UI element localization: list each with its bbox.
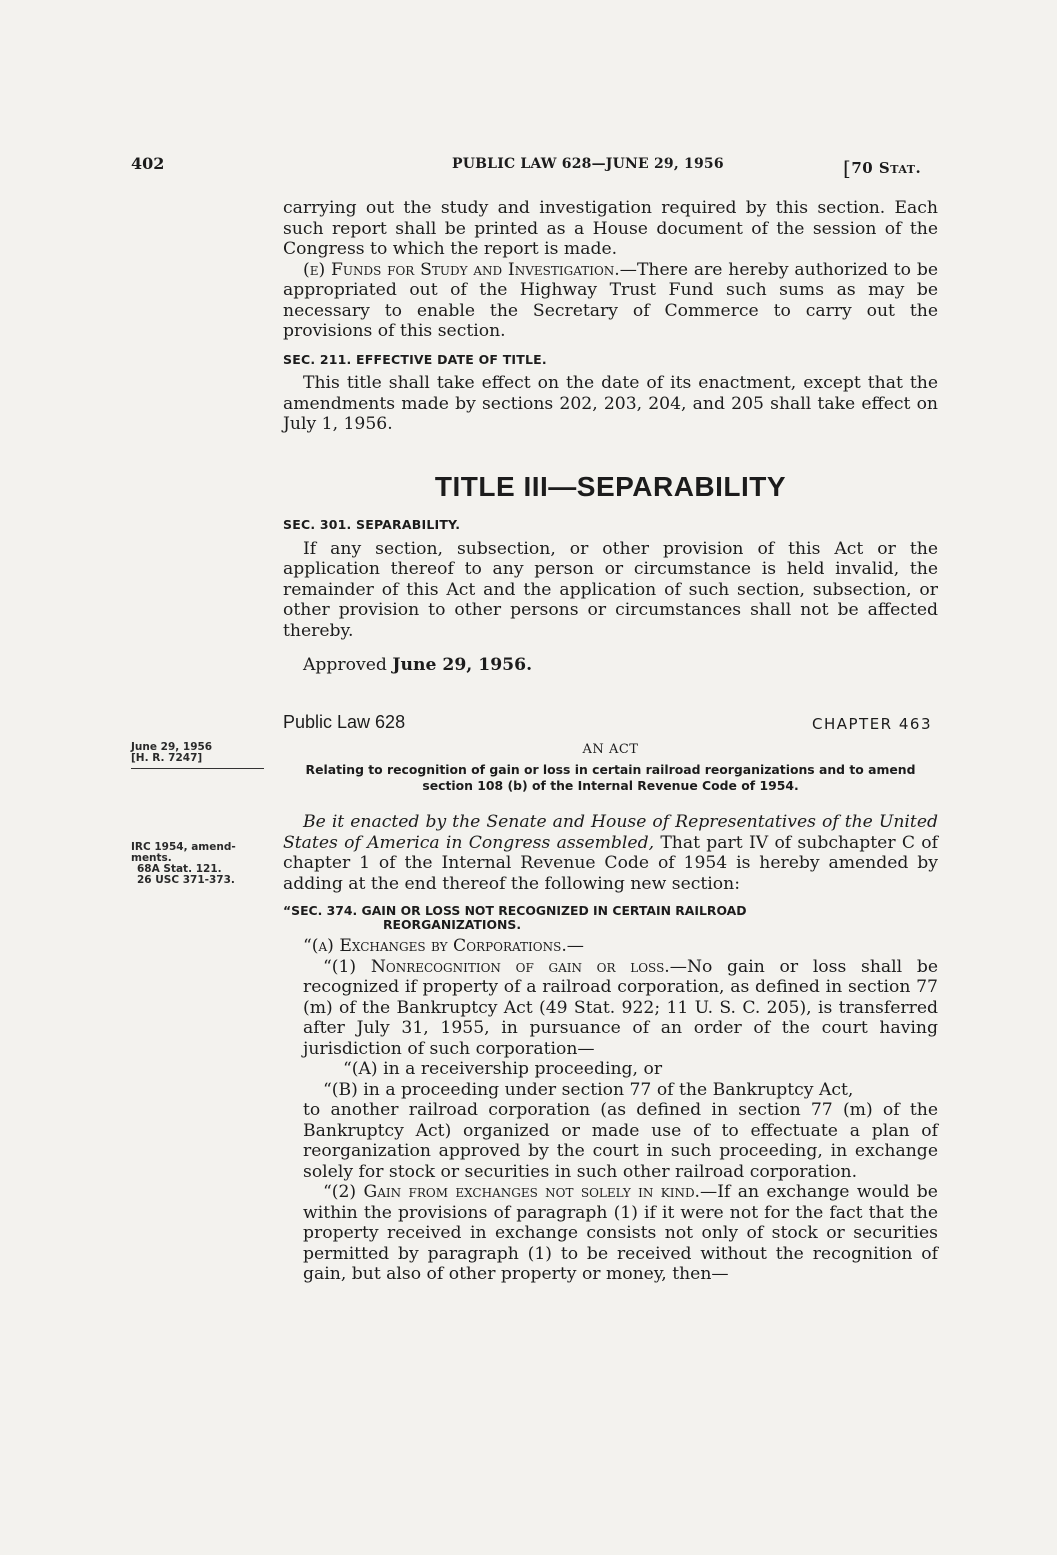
title-heading: TITLE III—SEPARABILITY (434, 470, 787, 502)
margin-note-line: June 29, 1956 (131, 741, 213, 753)
running-header (0, 154, 1057, 178)
paragraph: (e) Funds for Study and Investigation.—There are hereby authorized to be appropriated out of the Highway Trust Fund such sums as may be necessary to enable the Secretary of Commerce to carry out the provisions of this section. (283, 259, 938, 341)
section-heading: SEC. 301. SEPARABILITY. (283, 517, 461, 532)
margin-note-line: IRC 1954, amend- (131, 841, 236, 853)
statute-reference: [70 Stat. (843, 156, 922, 180)
paragraph: This title shall take effect on the date of its enactment, except that the amendments made by sections 202, 203, 204, and 205 shall take effect on July 1, 1956. (283, 373, 938, 434)
public-law-number: Public Law 628 (283, 711, 406, 732)
clause-B: “(B) in a proceeding under section 77 of the Bankruptcy Act, (323, 1079, 854, 1100)
approval-line: Approved June 29, 1956. (303, 655, 533, 675)
paragraph: If any section, subsection, or other provision of this Act or the application thereof to any person or circumstance is held invalid, the remainder of this Act and the application of such section, subsection, or other provision to other persons or circumstances shall not be affected thereby. (283, 538, 938, 641)
margin-note-line: ments. (131, 852, 172, 864)
paragraph: carrying out the study and investigation required by this section. Each such report shall be printed as a House document of the session of the Congress to which the report is made. (283, 198, 938, 259)
margin-note-date (131, 742, 261, 769)
margin-note-irc (131, 842, 279, 886)
enacting-clause: Be it enacted by the Senate and House of Representatives of the United States of America in Congress assembled, That part IV of subchapter C of chapter 1 of the Internal Revenue Code of 1954 is hereby amended by adding at the end thereof the following new section: (283, 812, 938, 894)
running-title: PUBLIC LAW 628—JUNE 29, 1956 (452, 156, 724, 172)
subsection-a: “(a) Exchanges by Corporations.— (303, 936, 584, 956)
margin-note-rule (131, 768, 264, 769)
an-act-label: AN ACT (582, 741, 639, 757)
page-number: 402 (131, 154, 165, 173)
paragraph-a1: “(1) Nonrecognition of gain or loss.—No gain or loss shall be recognized if property of a railroad corporation, as defined in section 77 (m) of the Bankruptcy Act (49 Stat. 922; 11 U. S. C. 205), is transferred after July 31, 1955, in pursuance of an order of the court having jurisdiction of such corporation— (303, 956, 938, 1059)
act-description: Relating to recognition of gain or loss in certain railroad reorganizations and to amend section 108 (b) of the Internal Revenue Code of 1954. (305, 762, 916, 793)
clause-A: “(A) in a receivership proceeding, or (343, 1059, 663, 1079)
public-law-row (283, 712, 938, 738)
margin-note-line: 68A Stat. 121. (137, 863, 222, 875)
chapter-number: CHAPTER 463 (811, 714, 932, 733)
margin-note-line: [H. R. 7247] (131, 752, 203, 764)
section-heading: SEC. 211. EFFECTIVE DATE OF TITLE. (283, 351, 547, 367)
paragraph-a1-continued: to another railroad corporation (as defined in section 77 (m) of the Bankruptcy Act) organized or made use of to effectuate a plan of reorganization approved by the court in such proceeding, in exchange solely for stock or securities in such other railroad corporation. (303, 1100, 938, 1182)
paragraph-a2: “(2) Gain from exchanges not solely in kind.—If an exchange would be within the provisions of paragraph (1) if it were not for the fact that the property received in exchange consists not only of stock or securities permitted by paragraph (1) to be received without the recognition of gain, but also of other property or money, then— (303, 1182, 938, 1284)
section-374-heading: “SEC. 374. GAIN OR LOSS NOT RECOGNIZED IN CERTAIN RAILROAD REORGANIZATIONS. (283, 903, 747, 932)
margin-note-line: 26 USC 371-373. (137, 874, 235, 886)
subsection-label: (e) Funds for Study and Investigation. (303, 259, 620, 280)
main-text (283, 198, 938, 1285)
